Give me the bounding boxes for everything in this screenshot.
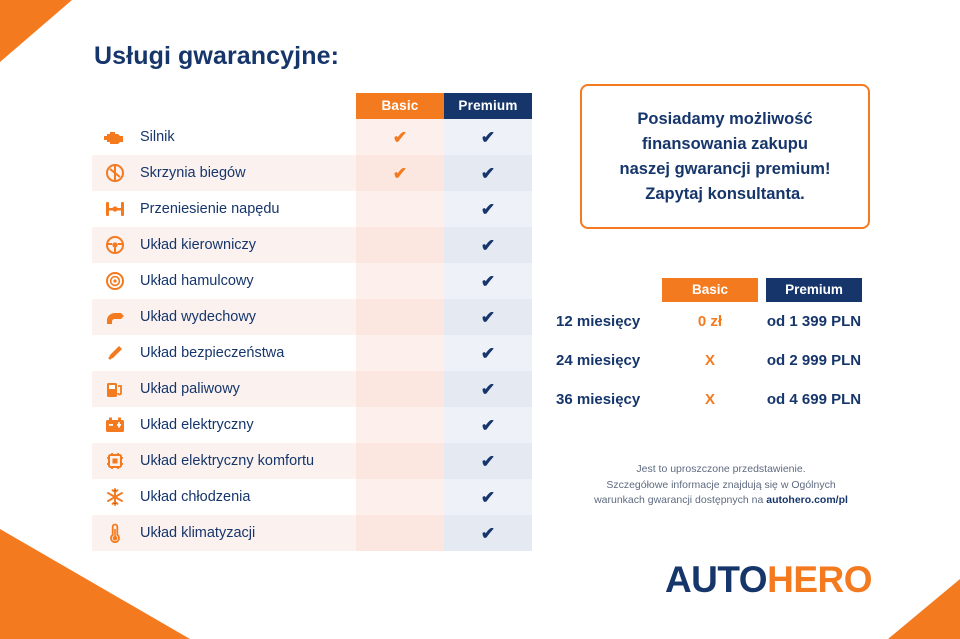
feature-basic-cell <box>356 263 444 299</box>
feature-premium-cell <box>444 443 532 479</box>
pricing-row <box>556 341 886 380</box>
table-row <box>92 227 532 263</box>
feature-label-cell <box>92 191 356 227</box>
table-row <box>92 299 532 335</box>
promo-line-3: naszej gwarancji premium! <box>619 159 831 178</box>
check-mark: ✔ <box>392 163 408 183</box>
feature-premium-cell <box>444 479 532 515</box>
pricing-premium-value: od 2 999 PLN <box>766 352 862 369</box>
feature-premium-cell <box>444 155 532 191</box>
drivetrain-icon <box>102 197 128 221</box>
autohero-logo <box>665 559 872 601</box>
feature-basic-cell <box>356 227 444 263</box>
disclaimer-line-3-text: warunkach gwarancji dostępnych na <box>594 494 767 506</box>
disclaimer <box>556 462 886 509</box>
check-mark: ✔ <box>480 271 496 291</box>
table-row <box>92 407 532 443</box>
fuel-icon <box>102 377 128 401</box>
feature-basic-cell <box>356 299 444 335</box>
disclaimer-line-3 <box>556 493 886 509</box>
feature-label-cell <box>92 155 356 191</box>
check-mark: ✔ <box>480 487 496 507</box>
feature-label-cell <box>92 299 356 335</box>
table-row <box>92 155 532 191</box>
feature-premium-cell <box>444 515 532 551</box>
battery-icon <box>102 413 128 437</box>
corner-decoration-top-left <box>0 0 72 62</box>
feature-label-cell <box>92 227 356 263</box>
check-mark: ✔ <box>480 235 496 255</box>
feature-label: Układ hamulcowy <box>140 273 254 289</box>
disclaimer-line-2: Szczegółowe informacje znajdują się w Ogólnych <box>606 478 836 491</box>
feature-label: Układ paliwowy <box>140 381 240 397</box>
pricing-table <box>556 278 886 419</box>
check-mark: ✔ <box>480 379 496 399</box>
feature-premium-cell <box>444 119 532 155</box>
check-mark: ✔ <box>480 343 496 363</box>
promo-line-1: Posiadamy możliwość <box>637 109 813 128</box>
feature-basic-cell <box>356 515 444 551</box>
feature-label: Układ bezpieczeństwa <box>140 345 285 361</box>
pricing-basic-value: X <box>704 391 715 408</box>
disclaimer-line-1: Jest to uproszczone przedstawienie. <box>636 463 806 475</box>
warranty-services-panel <box>92 42 538 551</box>
table-row <box>92 263 532 299</box>
services-table <box>92 93 532 551</box>
feature-label: Układ wydechowy <box>140 309 257 325</box>
check-mark: ✔ <box>480 199 496 219</box>
feature-label: Przeniesienie napędu <box>140 201 280 217</box>
feature-label: Układ klimatyzacji <box>140 525 256 541</box>
feature-label-cell <box>92 443 356 479</box>
logo-text-hero: HERO <box>767 559 872 600</box>
chip-icon <box>102 449 128 473</box>
pricing-premium-value: od 4 699 PLN <box>766 391 862 408</box>
pricing-table-header <box>662 278 886 302</box>
feature-label-cell <box>92 371 356 407</box>
pricing-basic-value: 0 zł <box>697 313 723 330</box>
feature-basic-cell <box>356 443 444 479</box>
feature-label: Układ elektryczny komfortu <box>140 453 315 469</box>
feature-label-cell <box>92 407 356 443</box>
brake-icon <box>102 269 128 293</box>
check-mark: ✔ <box>480 451 496 471</box>
pricing-term: 24 miesięcy <box>556 352 641 369</box>
steering-icon <box>102 233 128 257</box>
table-row <box>92 443 532 479</box>
engine-icon <box>102 125 128 149</box>
page-title: Usługi gwarancyjne: <box>94 42 340 70</box>
table-row <box>92 191 532 227</box>
feature-label: Układ kierowniczy <box>140 237 257 253</box>
feature-basic-cell <box>356 479 444 515</box>
safety-icon <box>102 341 128 365</box>
feature-basic-cell <box>356 191 444 227</box>
check-mark: ✔ <box>480 307 496 327</box>
promo-line-4: Zapytaj konsultanta. <box>645 184 805 203</box>
table-row <box>92 479 532 515</box>
feature-premium-cell <box>444 191 532 227</box>
pricing-row <box>556 380 886 419</box>
pricing-basic-value: X <box>704 352 715 369</box>
table-row <box>92 371 532 407</box>
table-row <box>92 515 532 551</box>
pricing-term: 36 miesięcy <box>556 391 641 408</box>
pricing-header-premium: Premium <box>766 278 862 302</box>
feature-basic-cell <box>356 371 444 407</box>
feature-label-cell <box>92 119 356 155</box>
services-table-body <box>92 119 532 551</box>
financing-promo-box <box>580 84 870 229</box>
feature-basic-cell <box>356 335 444 371</box>
check-mark: ✔ <box>480 415 496 435</box>
check-mark: ✔ <box>480 127 496 147</box>
gearbox-icon <box>102 161 128 185</box>
feature-premium-cell <box>444 407 532 443</box>
feature-basic-cell <box>356 407 444 443</box>
check-mark: ✔ <box>480 163 496 183</box>
feature-premium-cell <box>444 227 532 263</box>
corner-decoration-bottom-right <box>888 579 960 639</box>
feature-label-cell <box>92 263 356 299</box>
services-table-header <box>92 93 532 119</box>
check-mark: ✔ <box>392 127 408 147</box>
table-row <box>92 335 532 371</box>
snowflake-icon <box>102 485 128 509</box>
pricing-premium-value: od 1 399 PLN <box>766 313 862 330</box>
column-header-basic: Basic <box>356 93 444 119</box>
logo-text-auto: AUTO <box>664 559 768 600</box>
feature-label: Układ chłodzenia <box>140 489 251 505</box>
feature-label: Układ elektryczny <box>140 417 254 433</box>
feature-basic-cell <box>356 155 444 191</box>
feature-premium-cell <box>444 263 532 299</box>
feature-label: Skrzynia biegów <box>140 165 246 181</box>
feature-label-cell <box>92 515 356 551</box>
exhaust-icon <box>102 305 128 329</box>
disclaimer-link[interactable]: autohero.com/pl <box>766 494 848 506</box>
table-row <box>92 119 532 155</box>
feature-basic-cell <box>356 119 444 155</box>
pricing-row <box>556 302 886 341</box>
feature-label: Silnik <box>140 129 175 145</box>
feature-label-cell <box>92 335 356 371</box>
pricing-term: 12 miesięcy <box>556 313 641 330</box>
pricing-header-basic: Basic <box>662 278 758 302</box>
column-header-premium: Premium <box>444 93 532 119</box>
feature-label-cell <box>92 479 356 515</box>
promo-line-2: finansowania zakupu <box>642 134 808 153</box>
feature-premium-cell <box>444 299 532 335</box>
feature-premium-cell <box>444 335 532 371</box>
thermometer-icon <box>102 521 128 545</box>
check-mark: ✔ <box>480 523 496 543</box>
feature-premium-cell <box>444 371 532 407</box>
